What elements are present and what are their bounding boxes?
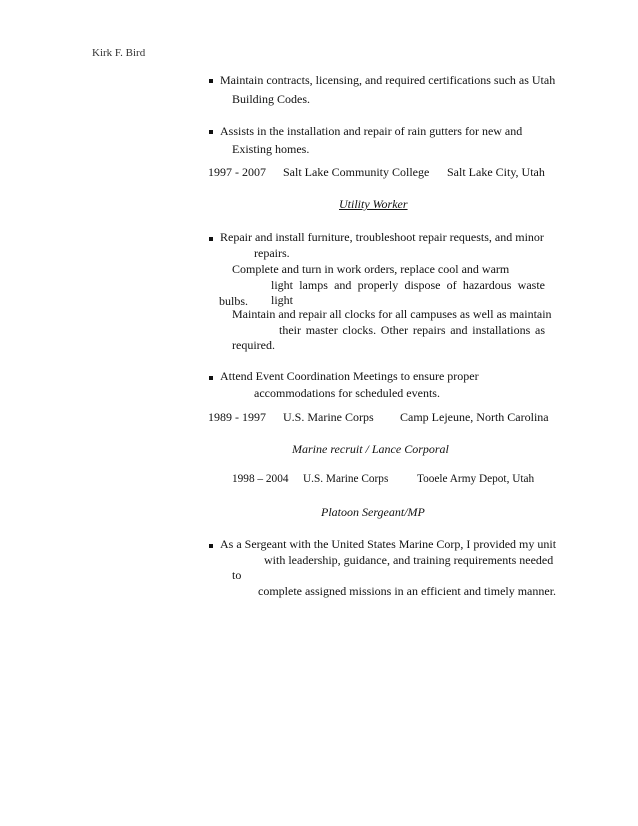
duty-text: Maintain and repair all clocks for all campuses as well as maintain	[232, 307, 552, 321]
bullet-text: to	[232, 568, 242, 582]
duty-text: bulbs.	[219, 294, 249, 308]
job-location: Tooele Army Depot, Utah	[417, 473, 535, 485]
job-employer: Salt Lake Community College	[283, 165, 430, 179]
bullet-text: with leadership, guidance, and training requirements needed	[264, 553, 554, 567]
job-title: Marine recruit / Lance Corporal	[292, 442, 449, 456]
job-dates: 1998 – 2004	[232, 473, 289, 485]
bullet-marker	[209, 544, 213, 548]
bullet-text: Building Codes.	[232, 92, 311, 106]
job-employer: U.S. Marine Corps	[283, 410, 374, 424]
bullet-marker	[209, 376, 213, 380]
job-title: Platoon Sergeant/MP	[321, 505, 425, 519]
bullet-text: accommodations for scheduled events.	[254, 386, 440, 400]
bullet-text: Existing homes.	[232, 142, 310, 156]
job-dates: 1997 - 2007	[208, 165, 266, 179]
bullet-text: repairs.	[254, 246, 290, 260]
duty-text: light lamps and properly dispose of hazardous waste light	[271, 278, 545, 307]
bullet-marker	[209, 237, 213, 241]
bullet-text: As a Sergeant with the United States Marine Corp, I provided my unit	[220, 537, 557, 551]
bullet-text: complete assigned missions in an efficient and timely manner.	[258, 584, 557, 598]
duty-text: their master clocks. Other repairs and installations as	[279, 323, 545, 337]
duty-text: required.	[232, 338, 275, 352]
duty-text: Complete and turn in work orders, replace cool and warm	[232, 262, 510, 276]
job-title: Utility Worker	[339, 197, 408, 211]
header-name: Kirk F. Bird	[92, 47, 146, 59]
bullet-marker	[209, 79, 213, 83]
bullet-text: Repair and install furniture, troubleshoot repair requests, and minor	[220, 230, 544, 244]
job-employer: U.S. Marine Corps	[303, 473, 389, 485]
bullet-text: Assists in the installation and repair of rain gutters for new and	[220, 124, 523, 138]
bullet-text: Maintain contracts, licensing, and required certifications such as Utah	[220, 73, 556, 87]
job-location: Camp Lejeune, North Carolina	[400, 410, 549, 424]
job-location: Salt Lake City, Utah	[447, 165, 545, 179]
bullet-text: Attend Event Coordination Meetings to ensure proper	[220, 369, 479, 383]
job-dates: 1989 - 1997	[208, 410, 266, 424]
bullet-marker	[209, 130, 213, 134]
